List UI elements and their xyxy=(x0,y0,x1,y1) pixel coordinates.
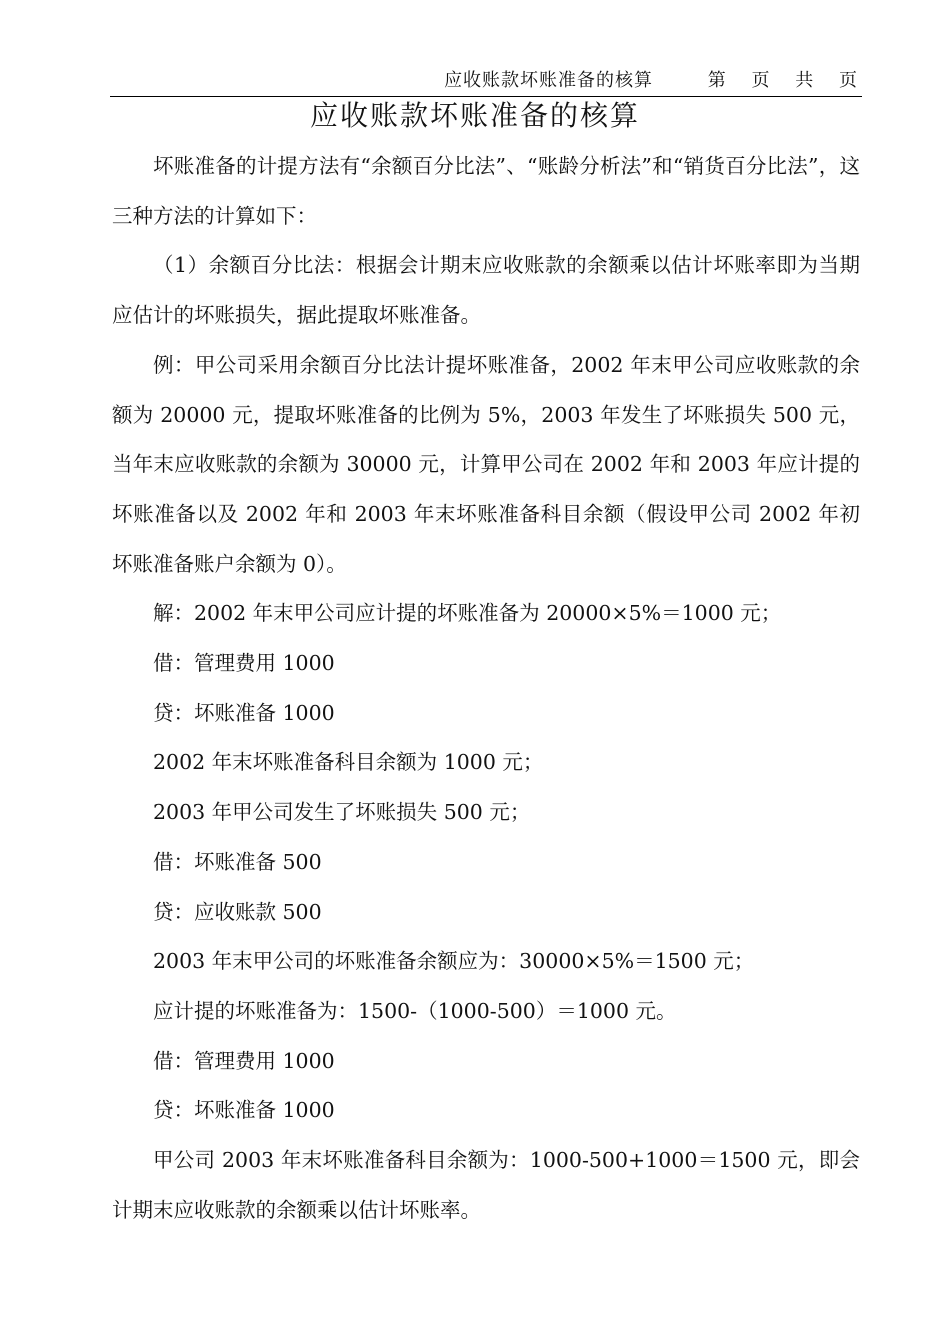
journal-debit-line: 借：坏账准备 500 xyxy=(153,849,322,874)
page-label-part: 第 xyxy=(707,70,727,91)
balance-line: 2003 年末甲公司的坏账准备余额应为：30000×5%＝1500 元； xyxy=(153,949,755,974)
paragraph-conclusion: 甲公司 2003 年末坏账准备科目余额为：1000-500+1000＝1500 元，即会计期末应收账款的余额乘以估计坏账率。 xyxy=(112,1148,860,1222)
running-header xyxy=(444,66,858,92)
journal-credit-line: 贷：坏账准备 1000 xyxy=(153,1098,335,1123)
provision-line: 应计提的坏账准备为：1500-（1000-500）＝1000 元。 xyxy=(153,998,677,1023)
journal-debit-line: 借：管理费用 1000 xyxy=(153,1048,335,1073)
journal-credit-line: 贷：坏账准备 1000 xyxy=(153,700,335,725)
solution-line: 解：2002 年末甲公司应计提的坏账准备为 20000×5%＝1000 元； xyxy=(153,601,782,626)
running-header-title: 应收账款坏账准备的核算 xyxy=(444,70,654,91)
journal-credit-line: 贷：应收账款 500 xyxy=(153,899,322,924)
page-label-part: 共 xyxy=(795,70,815,91)
loss-line: 2003 年甲公司发生了坏账损失 500 元； xyxy=(153,800,531,825)
paragraph-intro: 坏账准备的计提方法有“余额百分比法”、“账龄分析法”和“销货百分比法”，这三种方法的计算如下： xyxy=(112,154,860,228)
page-label-part: 页 xyxy=(751,70,771,91)
paragraph-method: （1）余额百分比法：根据会计期末应收账款的余额乘以估计坏账率即为当期应估计的坏账损失，据此提取坏账准备。 xyxy=(112,253,860,328)
journal-debit-line: 借：管理费用 1000 xyxy=(153,651,335,676)
balance-line: 2002 年末坏账准备科目余额为 1000 元； xyxy=(153,750,544,775)
page-number-label xyxy=(690,70,858,91)
document-title: 应收账款坏账准备的核算 xyxy=(309,99,640,132)
page-label-part: 页 xyxy=(839,70,858,91)
document-body xyxy=(112,142,860,1235)
paragraph-example: 例：甲公司采用余额百分比法计提坏账准备，2002 年末甲公司应收账款的余额为 20000 元，提取坏账准备的比例为 5%，2003 年发生了坏账损失 500 元，当年末应收账款的余额为 30000 元，计算甲公司在 2002 年和 2003 年应计提的坏账准备以及 2002 年和 2003 年末坏账准备科目余额（假设甲公司 2002 年初坏账准备账户余额为 0）。 xyxy=(112,352,860,576)
